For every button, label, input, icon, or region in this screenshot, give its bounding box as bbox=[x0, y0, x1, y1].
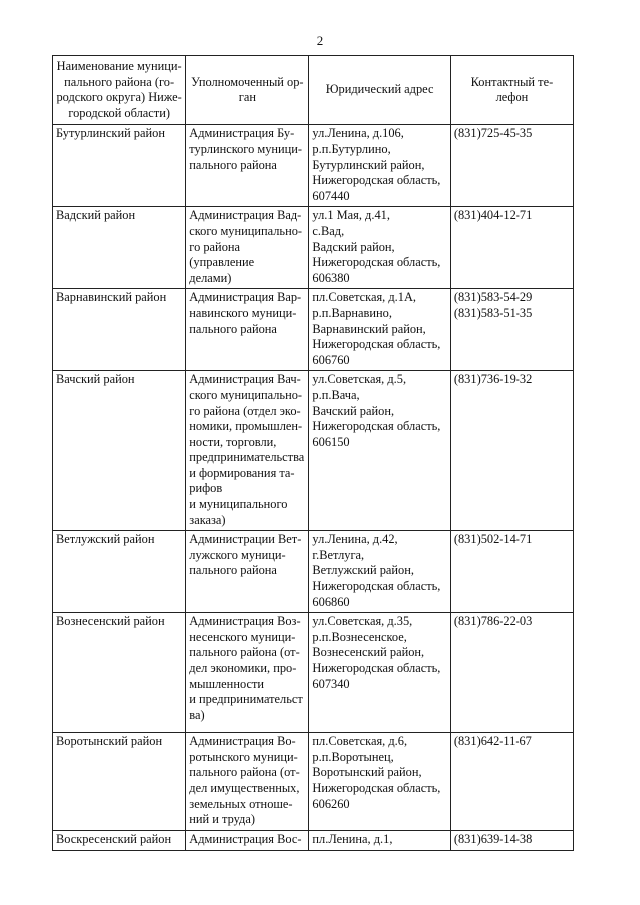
table-row bbox=[53, 207, 574, 289]
table-row bbox=[53, 531, 574, 613]
header-phone: Контактный те- лефон bbox=[450, 56, 573, 125]
cell-phone: (831)404-12-71 bbox=[450, 207, 573, 289]
cell-address: пл.Советская, д.6, р.п.Воротынец, Воротынский район, Нижегородская область, 606260 bbox=[309, 733, 450, 831]
cell-authority: Администрация Бу- турлинского муници- пального района bbox=[186, 125, 309, 207]
table-row bbox=[53, 125, 574, 207]
cell-authority: Администрации Вет- лужского муници- пального района bbox=[186, 531, 309, 613]
cell-phone: (831)725-45-35 bbox=[450, 125, 573, 207]
registry-table bbox=[52, 55, 574, 851]
page-number: 2 bbox=[316, 33, 324, 48]
cell-authority: Администрация Вач- ского муниципально- го района (отдел эко- номики, промышлен- ности, торговли, предпринимательства и формирования та- рифов и муниципального заказа) bbox=[186, 371, 309, 531]
cell-district: Вачский район bbox=[53, 371, 186, 531]
header-address: Юридический адрес bbox=[309, 56, 450, 125]
table-row bbox=[53, 371, 574, 531]
table-row bbox=[53, 733, 574, 831]
cell-phone: (831)639-14-38 bbox=[450, 831, 573, 851]
cell-address: ул.Ленина, д.106, р.п.Бутурлино, Бутурлинский район, Нижегородская область, 607440 bbox=[309, 125, 450, 207]
cell-authority: Администрация Вад- ского муниципально- го района (управление делами) bbox=[186, 207, 309, 289]
cell-phone: (831)786-22-03 bbox=[450, 613, 573, 733]
cell-authority: Администрация Воз- несенского муници- пального района (от- дел экономики, про- мышленности и предпринимательст ва) bbox=[186, 613, 309, 733]
cell-district: Воскресенский район bbox=[53, 831, 186, 851]
cell-phone: (831)736-19-32 bbox=[450, 371, 573, 531]
cell-district: Ветлужский район bbox=[53, 531, 186, 613]
cell-authority: Администрация Вос- bbox=[186, 831, 309, 851]
cell-district: Воротынский район bbox=[53, 733, 186, 831]
cell-phone: (831)502-14-71 bbox=[450, 531, 573, 613]
table-row bbox=[53, 831, 574, 851]
cell-address: пл.Ленина, д.1, bbox=[309, 831, 450, 851]
cell-address: ул.Советская, д.35, р.п.Вознесенское, Вознесенский район, Нижегородская область, 607340 bbox=[309, 613, 450, 733]
cell-phone: (831)642-11-67 bbox=[450, 733, 573, 831]
header-authority: Уполномоченный ор- ган bbox=[186, 56, 309, 125]
cell-district: Варнавинский район bbox=[53, 289, 186, 371]
cell-address: ул.Ленина, д.42, г.Ветлуга, Ветлужский район, Нижегородская область, 606860 bbox=[309, 531, 450, 613]
table-header-row bbox=[53, 56, 574, 125]
cell-authority: Администрация Во- ротынского муници- пального района (от- дел имущественных, земельных отноше- ний и труда) bbox=[186, 733, 309, 831]
cell-phone: (831)583-54-29 (831)583-51-35 bbox=[450, 289, 573, 371]
cell-address: ул.Советская, д.5, р.п.Вача, Вачский район, Нижегородская область, 606150 bbox=[309, 371, 450, 531]
cell-address: ул.1 Мая, д.41, с.Вад, Вадский район, Нижегородская область, 606380 bbox=[309, 207, 450, 289]
cell-district: Бутурлинский район bbox=[53, 125, 186, 207]
table-row bbox=[53, 613, 574, 733]
cell-authority: Администрация Вар- навинского муници- пального района bbox=[186, 289, 309, 371]
table-row bbox=[53, 289, 574, 371]
cell-address: пл.Советская, д.1А, р.п.Варнавино, Варнавинский район, Нижегородская область, 606760 bbox=[309, 289, 450, 371]
header-district: Наименование муници- пального района (го- родского округа) Ниже- городской области) bbox=[53, 56, 186, 125]
cell-district: Вадский район bbox=[53, 207, 186, 289]
cell-district: Вознесенский район bbox=[53, 613, 186, 733]
